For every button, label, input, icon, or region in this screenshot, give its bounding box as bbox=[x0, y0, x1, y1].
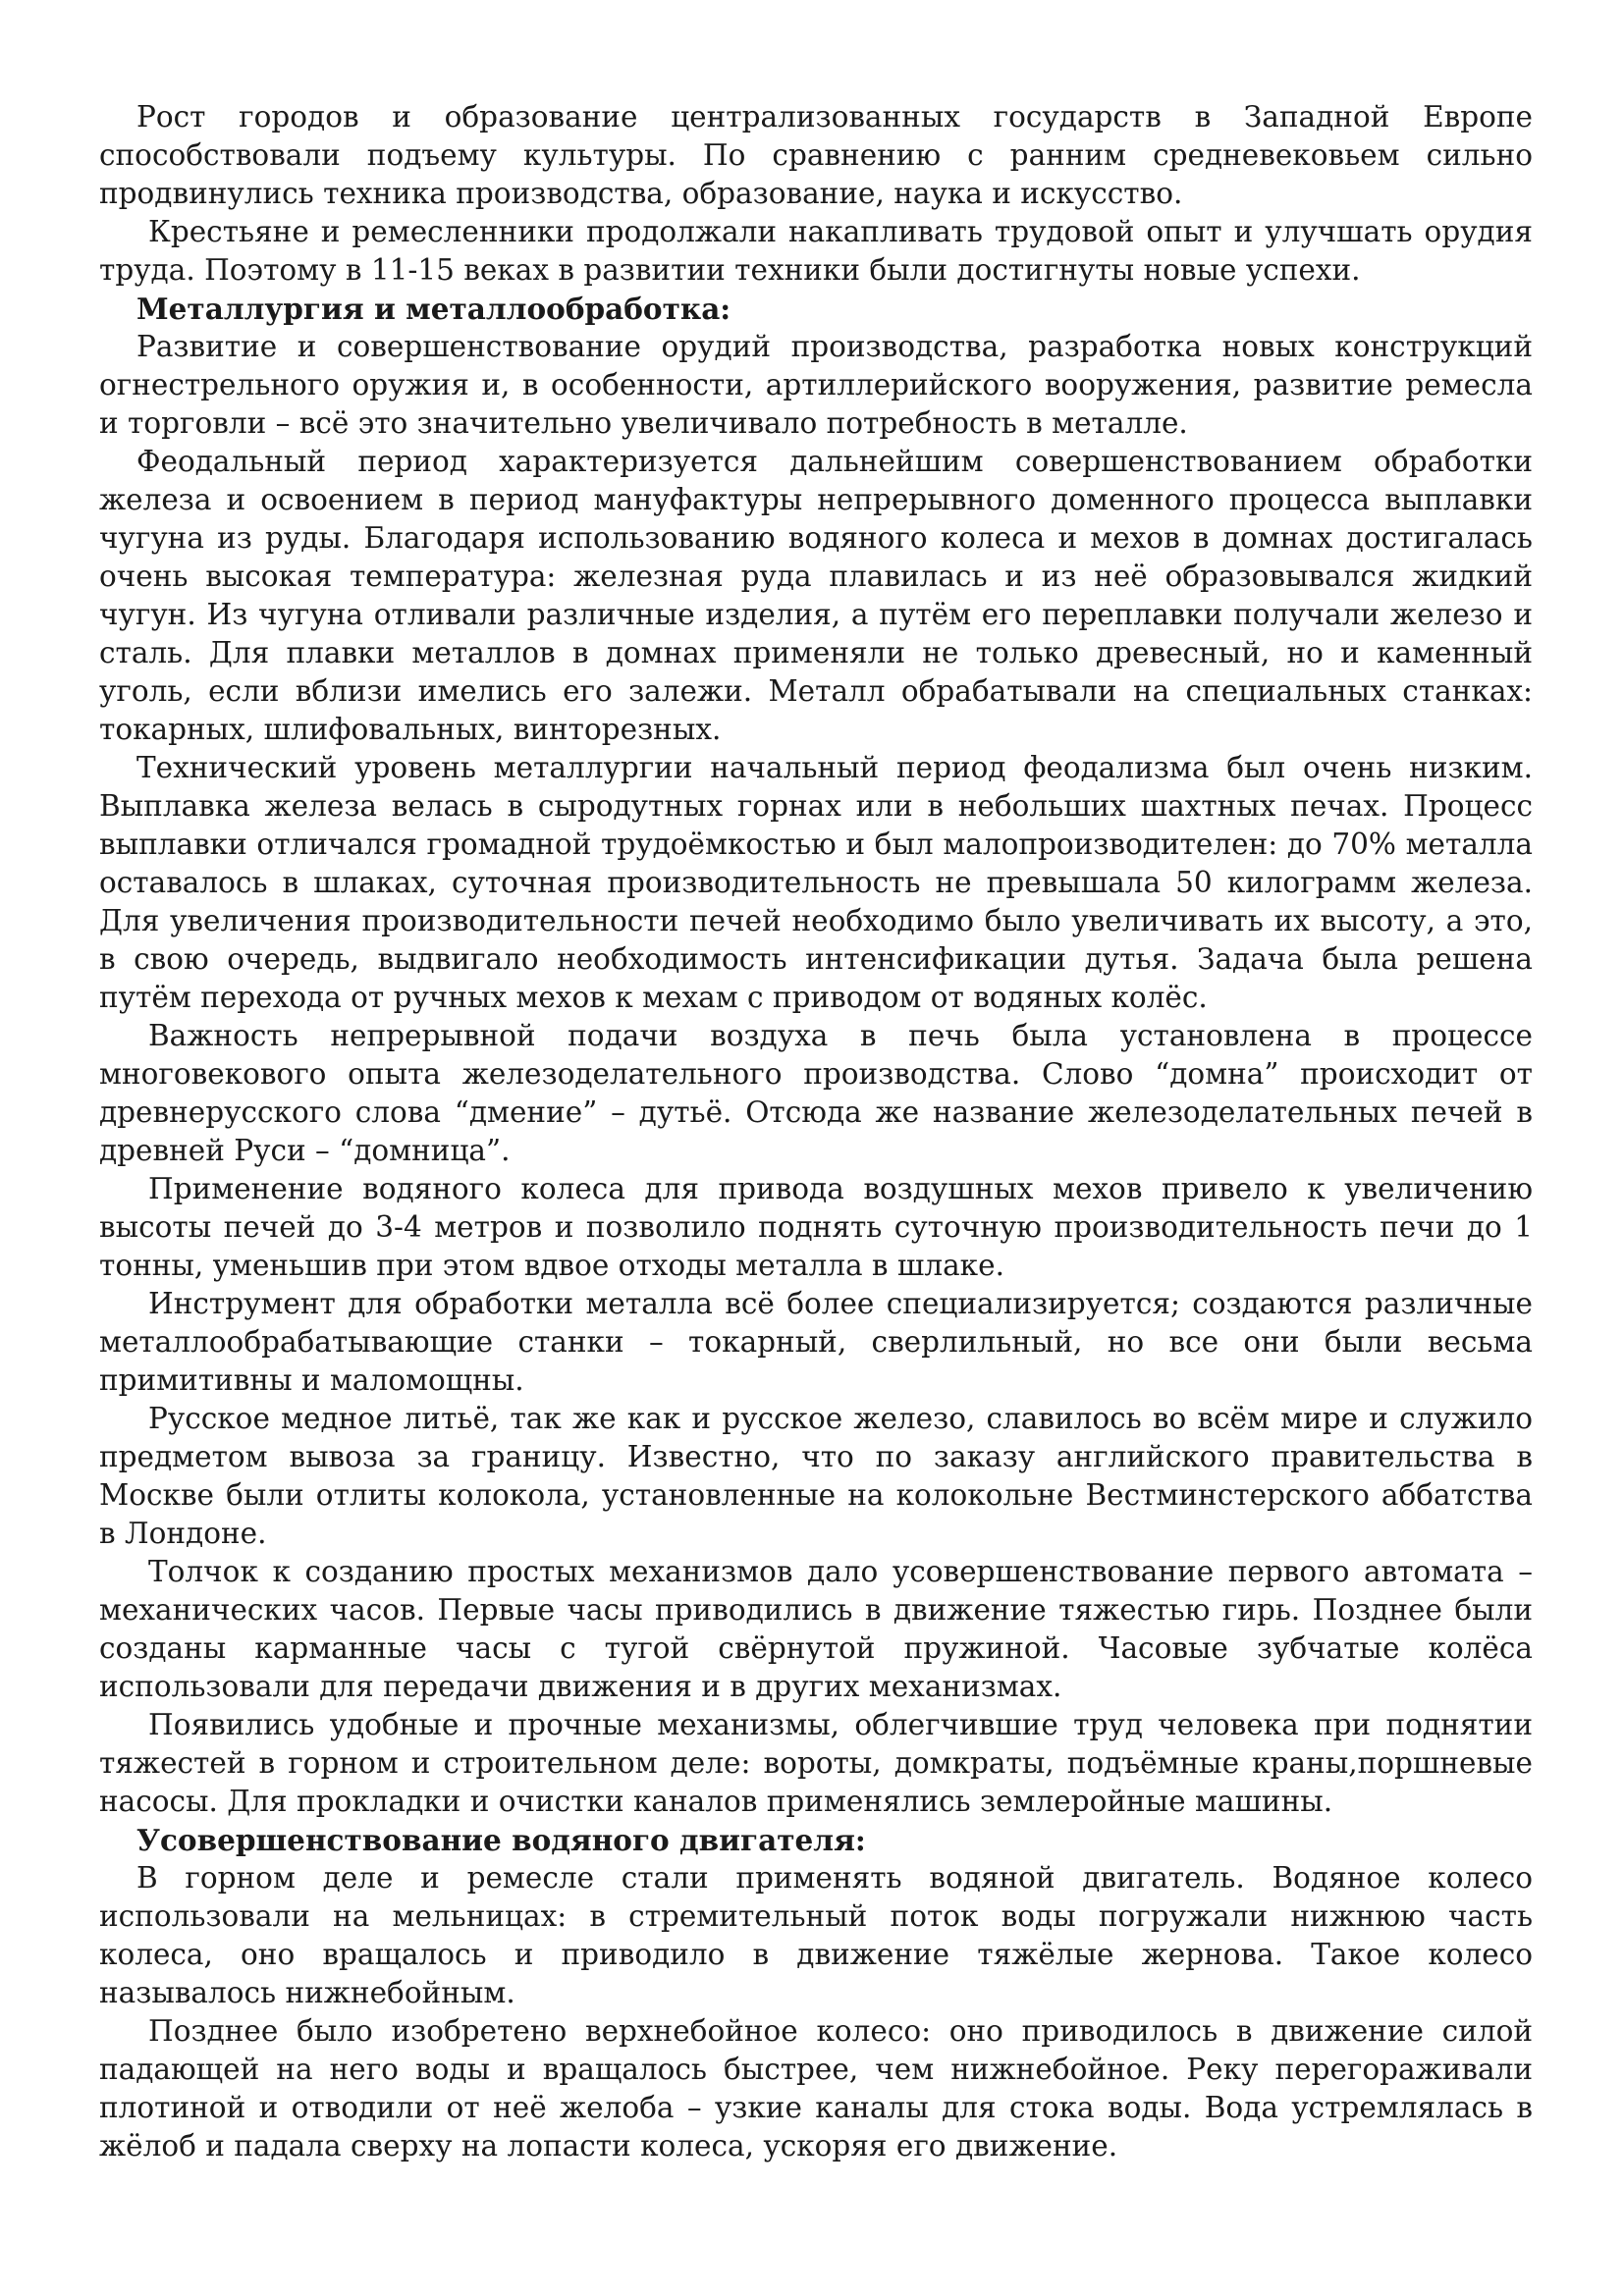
paragraph-mechanisms: Появились удобные и прочные механизмы, облегчившие труд человека при поднятии тяжестей в горном и строительном деле: вороты, домкраты, подъёмные краны,поршневые насосы. Для прокладки и очистки каналов применялись землеройные машины. bbox=[99, 1708, 1533, 1818]
section-heading-water-engine: Усовершенствование водяного двигателя: bbox=[136, 1823, 866, 1857]
paragraph-instruments: Инструмент для обработки металла всё более специализируется; создаются различные металлообрабатывающие станки – токарный, сверлильный, но все они были весьма примитивны и маломощны. bbox=[99, 1287, 1533, 1397]
paragraph-peasants: Крестьяне и ремесленники продолжали накапливать трудовой опыт и улучшать орудия труда. Поэтому в 11-15 веках в развитии техники были достигнуты новые успехи. bbox=[99, 215, 1533, 287]
paragraph-feudal-period: Феодальный период характеризуется дальнейшим совершенствованием обработки железа и освоением в период мануфактуры непрерывного доменного процесса выплавки чугуна из руды. Благодаря использованию водяного колеса и мехов в домнах достигалась очень высокая температура: железная руда плавилась и из неё образовывался жидкий чугун. Из чугуна отливали различные изделия, а путём его переплавки получали железо и сталь. Для плавки металлов в домнах применяли не только древесный, но и каменный уголь, если вблизи имелись его залежи. Металл обрабатывали на специальных станках: токарных, шлифовальных, винторезных. bbox=[99, 445, 1533, 746]
paragraph-undershot-wheel: В горном деле и ремесле стали применять водяной двигатель. Водяное колесо использовали на мельницах: в стремительный поток воды погружали нижнюю часть колеса, оно вращалось и приводило в движение тяжёлые жернова. Такое колесо называлось нижнебойным. bbox=[99, 1861, 1533, 2009]
section-heading-metallurgy: Металлургия и металлообработка: bbox=[136, 292, 731, 326]
paragraph-intro: Рост городов и образование централизованных государств в Западной Европе способствовали подъему культуры. По сравнению с ранним средневековьем сильно продвинулись техника производства, образование, наука и искусство. bbox=[99, 100, 1533, 210]
paragraph-copper-casting: Русское медное литьё, так же как и русское железо, славилось во всём мире и служило предметом вывоза за границу. Известно, что по заказу английского правительства в Москве были отлиты колокола, установленные на колокольне Вестминстерского аббатства в Лондоне. bbox=[99, 1402, 1533, 1550]
paragraph-overshot-wheel: Позднее было изобретено верхнебойное колесо: оно приводилось в движение силой падающей на него воды и вращалось быстрее, чем нижнебойное. Реку перегораживали плотиной и отводили от неё желоба – узкие каналы для стока воды. Вода устремлялась в жёлоб и падала сверху на лопасти колеса, ускоряя его движение. bbox=[99, 2014, 1533, 2163]
paragraph-air-supply: Важность непрерывной подачи воздуха в печь была установлена в процессе многовекового опыта железоделательного производства. Слово “домна” происходит от древнерусского слова “дмение” – дутьё. Отсюда же название железоделательных печей в древней Руси – “домница”. bbox=[99, 1019, 1533, 1167]
paragraph-clocks: Толчок к созданию простых механизмов дало усовершенствование первого автомата – механических часов. Первые часы приводились в движение тяжестью гирь. Позднее были созданы карманные часы с тугой свёрнутой пружиной. Часовые зубчатые колёса использовали для передачи движения и в других механизмах. bbox=[99, 1555, 1533, 1703]
paragraph-technical-level: Технический уровень металлургии начальный период феодализма был очень низким. Выплавка железа велась в сыродутных горнах или в небольших шахтных печах. Процесс выплавки отличался громадной трудоёмкостью и был малопроизводителен: до 70% металла оставалось в шлаках, суточная производительность не превышала 50 килограмм железа. Для увеличения производительности печей необходимо было увеличивать их высоту, а это, в свою очередь, выдвигало необходимость интенсификации дутья. Задача была решена путём перехода от ручных мехов к мехам с приводом от водяных колёс. bbox=[99, 751, 1533, 1014]
paragraph-tools-development: Развитие и совершенствование орудий производства, разработка новых конструкций огнестрельного оружия и, в особенности, артиллерийского вооружения, развитие ремесла и торговли – всё это значительно увеличивало потребность в металле. bbox=[99, 330, 1533, 440]
paragraph-water-wheel: Применение водяного колеса для привода воздушных мехов привело к увеличению высоты печей до 3-4 метров и позволило поднять суточную производительность печи до 1 тонны, уменьшив при этом вдвое отходы металла в шлаке. bbox=[99, 1172, 1533, 1282]
